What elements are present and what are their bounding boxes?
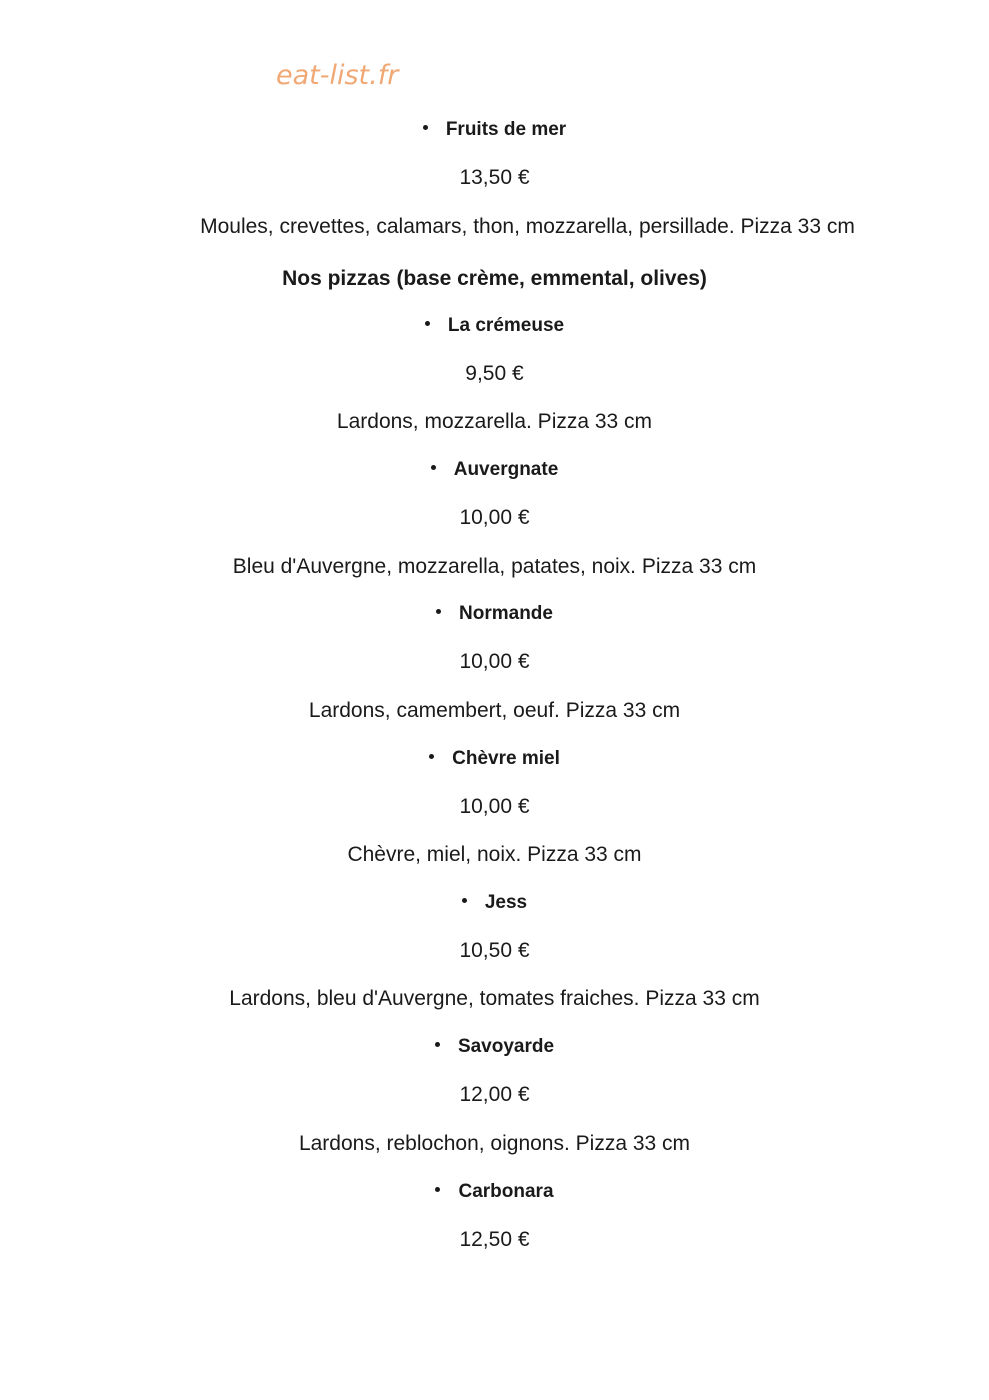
item-name-text: La crémeuse <box>447 315 565 336</box>
item-name-text: Auvergnate <box>453 459 559 480</box>
menu-item-name <box>0 1181 989 1203</box>
menu-item-name <box>0 892 989 914</box>
menu-item-price: 12,00 € <box>459 1083 530 1106</box>
menu-item-name <box>0 119 989 141</box>
bullet-icon <box>423 125 428 130</box>
menu-item-name <box>0 1036 989 1058</box>
watermark-logo: eat-list.fr <box>276 60 399 91</box>
menu-item-description: Chèvre, miel, noix. Pizza 33 cm <box>347 843 642 866</box>
item-name-text: Jess <box>484 892 528 913</box>
menu-item-price: 10,00 € <box>459 795 530 818</box>
menu-item-description: Lardons, mozzarella. Pizza 33 cm <box>336 410 653 433</box>
menu-item-name <box>0 603 989 625</box>
item-name-text: Fruits de mer <box>445 119 567 140</box>
bullet-icon <box>436 609 441 614</box>
menu-item-price: 10,50 € <box>459 939 530 962</box>
item-name-text: Normande <box>459 603 553 624</box>
bullet-icon <box>435 1187 440 1192</box>
menu-item-price: 9,50 € <box>465 362 524 385</box>
menu-item-name <box>0 748 989 770</box>
menu-item-description: Lardons, camembert, oeuf. Pizza 33 cm <box>308 699 681 722</box>
item-name-text: Chèvre miel <box>452 748 560 769</box>
bullet-icon <box>462 898 467 903</box>
menu-item-price: 10,00 € <box>459 506 530 529</box>
menu-item-name <box>0 315 989 337</box>
menu-item-description: Lardons, reblochon, oignons. Pizza 33 cm <box>298 1132 691 1155</box>
menu-item-description: Bleu d'Auvergne, mozzarella, patates, noix. Pizza 33 cm <box>232 555 757 578</box>
item-name-text: Savoyarde <box>457 1036 555 1057</box>
section-title: Nos pizzas (base crème, emmental, olives) <box>282 267 707 290</box>
menu-item-description: Lardons, bleu d'Auvergne, tomates fraiches. Pizza 33 cm <box>229 987 760 1010</box>
bullet-icon <box>429 754 434 759</box>
menu-item-description: Moules, crevettes, calamars, thon, mozzarella, persillade. Pizza 33 cm <box>200 215 855 238</box>
menu-item-price: 12,50 € <box>459 1228 530 1251</box>
menu-item-name <box>0 459 989 481</box>
bullet-icon <box>425 321 430 326</box>
menu-item-price: 13,50 € <box>459 166 530 189</box>
item-name-text: Carbonara <box>458 1181 554 1202</box>
menu-item-price: 10,00 € <box>459 650 530 673</box>
bullet-icon <box>435 1042 440 1047</box>
bullet-icon <box>431 465 436 470</box>
